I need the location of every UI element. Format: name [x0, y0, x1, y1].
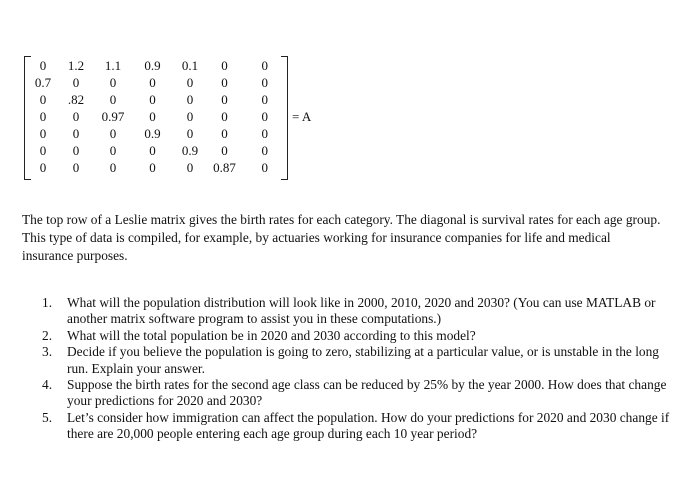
matrix-equals-label: = A: [292, 109, 312, 124]
matrix-row: [28, 91, 270, 108]
description-paragraph: The top row of a Leslie matrix gives the birth rates for each category. The diagonal is survival rates for each age group. This type of data is compiled, for example, by actuaries working for insurance companies for life and medical insurance purposes.: [22, 212, 661, 263]
matrix-cell: 0: [221, 58, 228, 73]
question-text: Decide if you believe the population is going to zero, stabilizing at a particular value, or is unstable in the long run. Explain your answer.: [67, 344, 659, 376]
matrix-cell: 0.87: [213, 160, 236, 175]
matrix-cell: 0: [186, 75, 194, 90]
question-number: 4.: [42, 377, 53, 393]
matrix-cell: 0: [149, 92, 156, 107]
matrix-right-bracket: [281, 56, 288, 180]
matrix-cell: 0: [149, 160, 156, 175]
matrix-cell: 0: [261, 160, 268, 175]
question-item: [22, 344, 672, 377]
matrix-row: [28, 108, 270, 125]
matrix-row: [28, 74, 270, 91]
question-text: Suppose the birth rates for the second age class can be reduced by 25% by the year 2000. How does that change your predictions for 2020 and 2030?: [67, 377, 667, 409]
question-number: 3.: [42, 344, 53, 360]
matrix-table: [28, 57, 270, 176]
matrix-cell: 0: [72, 143, 80, 158]
matrix-cell: 0: [109, 143, 117, 158]
question-number: 2.: [42, 327, 53, 343]
matrix-cell: 0: [149, 109, 156, 124]
leslie-matrix: [24, 56, 324, 180]
matrix-cell: 0: [261, 126, 268, 141]
matrix-cell: 0: [39, 109, 47, 124]
matrix-cell: 1.2: [67, 58, 85, 73]
matrix-cell: 0: [39, 58, 47, 73]
matrix-cell: 0: [261, 75, 268, 90]
matrix-row: [28, 159, 270, 176]
matrix-cell: 0: [72, 126, 80, 141]
matrix-cell: 0: [109, 92, 117, 107]
matrix-row: [28, 57, 270, 74]
matrix-cell: .82: [67, 92, 85, 107]
matrix-cell: 0.9: [181, 143, 199, 158]
question-item: [22, 377, 672, 410]
matrix-cell: 1.1: [104, 58, 122, 73]
question-text: What will the total population be in 2020 and 2030 according to this model?: [67, 327, 476, 343]
matrix-cell: 0: [72, 75, 80, 90]
matrix-cell: 0: [221, 126, 228, 141]
matrix-cell: 0.9: [144, 126, 161, 141]
matrix-cell: 0: [221, 109, 228, 124]
question-text: Let’s consider how immigration can affect the population. How do your predictions for 2020 and 2030 change if there are 20,000 people entering each age group during each 10 year period?: [67, 409, 670, 442]
matrix-cell: 0.7: [34, 75, 52, 90]
question-item: [22, 295, 672, 328]
question-number: 1.: [42, 295, 53, 310]
question-item: [22, 328, 672, 344]
matrix-cell: 0: [261, 58, 268, 73]
matrix-cell: 0: [221, 143, 228, 158]
matrix-cell: 0: [186, 92, 194, 107]
questions-list: [22, 295, 672, 443]
matrix-cell: 0: [39, 143, 47, 158]
question-text: What will the population distribution will look like in 2000, 2010, 2020 and 2030? (You can use MATLAB or another matrix software program to assist you in these computations.): [67, 295, 656, 327]
matrix-row: [28, 142, 270, 159]
matrix-cell: 0: [72, 109, 80, 124]
matrix-cell: 0: [72, 160, 80, 175]
matrix-cell: 0: [109, 75, 117, 90]
matrix-cell: 0: [39, 126, 47, 141]
matrix-cell: 0.9: [144, 58, 161, 73]
matrix-cell: 0: [109, 160, 117, 175]
matrix-row: [28, 125, 270, 142]
matrix-cell: 0: [261, 109, 268, 124]
matrix-cell: 0: [149, 75, 156, 90]
matrix-cell: 0: [186, 160, 194, 175]
matrix-cell: 0.1: [181, 58, 199, 73]
question-number: 5.: [42, 409, 53, 425]
matrix-cell: 0: [39, 92, 47, 107]
matrix-cell: 0: [186, 109, 194, 124]
matrix-cell: 0.97: [101, 109, 125, 124]
matrix-cell: 0: [261, 92, 268, 107]
matrix-cell: 0: [221, 92, 228, 107]
matrix-cell: 0: [39, 160, 47, 175]
matrix-cell: 0: [186, 126, 194, 141]
matrix-cell: 0: [109, 126, 117, 141]
matrix-cell: 0: [221, 75, 228, 90]
matrix-cell: 0: [149, 143, 156, 158]
question-item: [22, 410, 672, 443]
matrix-cell: 0: [261, 143, 268, 158]
